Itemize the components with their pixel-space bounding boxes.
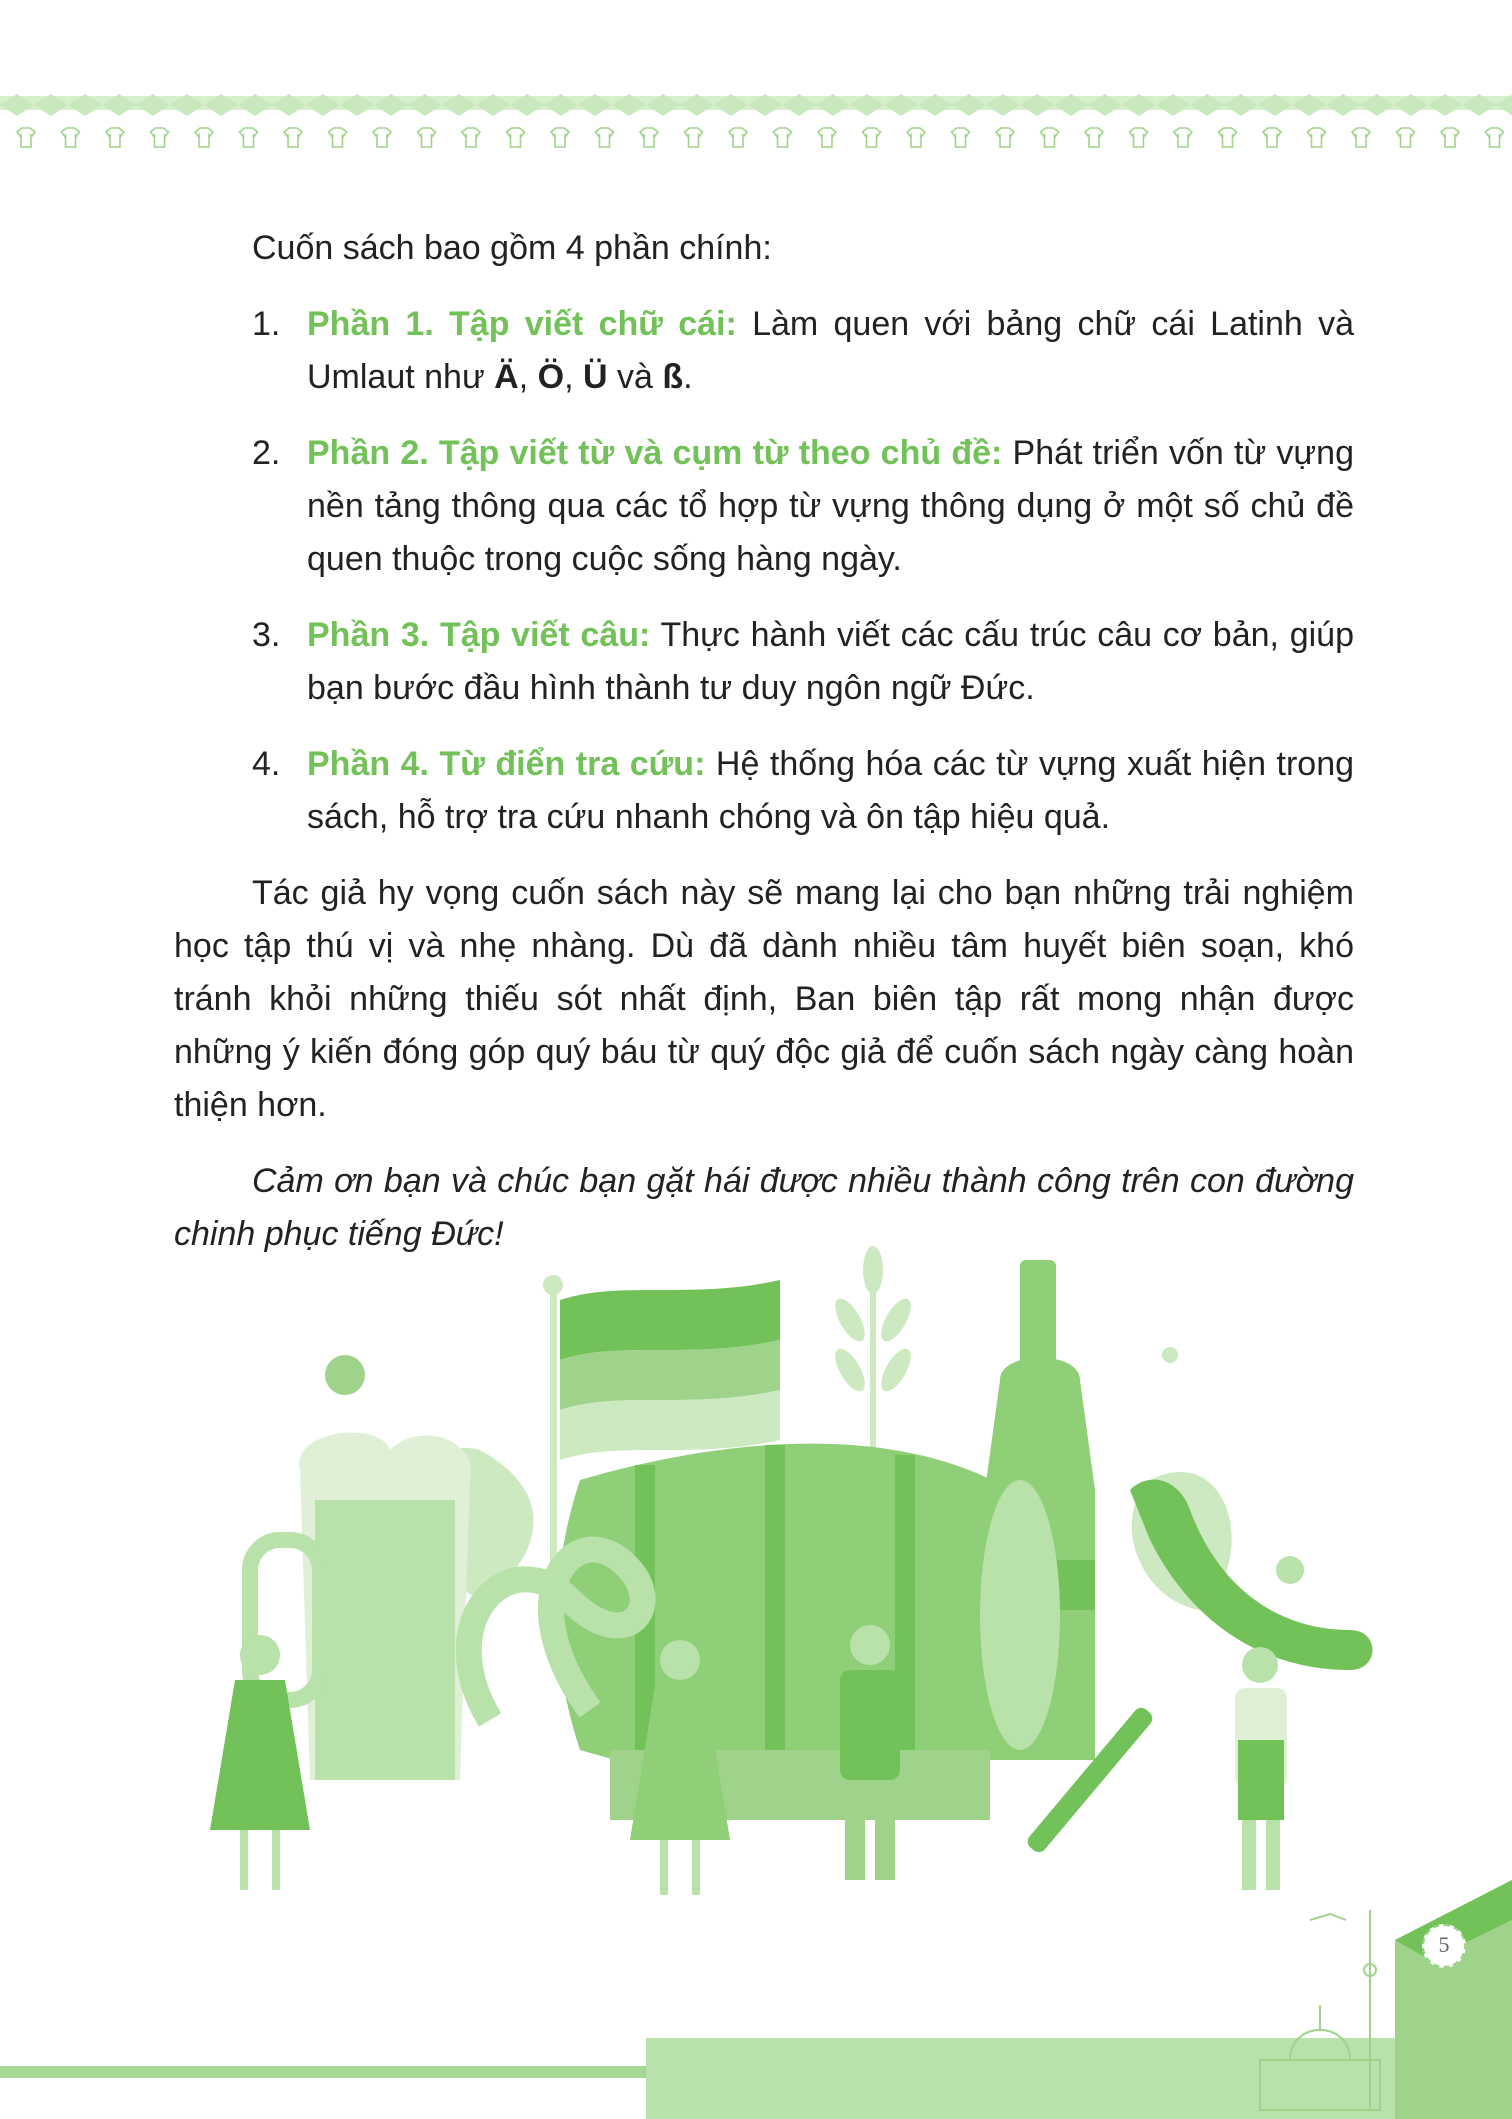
part-text: Thực hành viết các cấu trúc câu cơ bản, giúp bạn bước đầu hình thành tư duy ngôn ngữ Đức. xyxy=(307,616,1354,707)
intro-line: Cuốn sách bao gồm 4 phần chính: xyxy=(252,229,772,267)
shirt-icon xyxy=(62,128,80,147)
shirt-icon xyxy=(1130,128,1148,147)
list-item: 1. Phần 1. Tập viết chữ cái: Làm quen với bảng chữ cái Latinh và Umlaut như Ä, Ö, Ü và ß. xyxy=(174,298,1354,404)
shirt-icon xyxy=(729,128,747,147)
shirt-icon xyxy=(596,128,614,147)
shirt-icon xyxy=(685,128,703,147)
list-item xyxy=(174,609,1354,715)
shirt-icon xyxy=(1486,128,1504,147)
shirt-icon xyxy=(1397,128,1415,147)
page-number: 5 xyxy=(1422,1924,1466,1968)
shirt-icon xyxy=(106,128,124,147)
shirt-icon-row xyxy=(17,128,1504,147)
shirt-icon xyxy=(774,128,792,147)
top-decorative-border xyxy=(0,0,1512,170)
part-heading: Phần 4. Từ điển tra cứu: xyxy=(307,745,706,783)
part-text: Hệ thống hóa các từ vựng xuất hiện trong sách, hỗ trợ tra cứu nhanh chóng và ôn tập hiệu quả. xyxy=(307,745,1355,836)
person-man-right xyxy=(1235,1647,1287,1890)
closing-line: Cảm ơn bạn và chúc bạn gặt hái được nhiều thành công trên con đường chinh phục tiếng Đức! xyxy=(174,1162,1354,1253)
shirt-icon xyxy=(17,128,35,147)
shirt-icon xyxy=(1352,128,1370,147)
shirt-icon xyxy=(418,128,436,147)
shirt-icon xyxy=(551,128,569,147)
shirt-icon xyxy=(240,128,258,147)
decor-circle xyxy=(1162,1347,1178,1363)
part-text: Làm quen với bảng chữ cái Latinh và Umlaut như xyxy=(307,305,1354,396)
shirt-icon xyxy=(1174,128,1192,147)
oktoberfest-illustration xyxy=(150,1240,1380,1900)
body-paragraph: Tác giả hy vọng cuốn sách này sẽ mang lại cho bạn những trải nghiệm học tập thú vị và nhẹ nhàng. Dù đã dành nhiều tâm huyết biên soạn, khó tránh khỏi những thiếu sót nhất định, Ban biên tập rất mong nhận được những ý kiến đóng góp quý báu từ quý độc giả để cuốn sách ngày càng hoàn thiện hơn. xyxy=(174,874,1354,1124)
shirt-icon xyxy=(907,128,925,147)
part-heading: Phần 3. Tập viết câu: xyxy=(307,616,651,654)
part-heading: Phần 2. Tập viết từ và cụm từ theo chủ đề: xyxy=(307,434,1003,472)
skyline-icon xyxy=(1250,1880,1512,2119)
shirt-icon xyxy=(1441,128,1459,147)
list-number: 3. xyxy=(252,616,281,654)
list-number: 4. xyxy=(252,745,281,783)
shirt-icon xyxy=(373,128,391,147)
shirt-icon xyxy=(462,128,480,147)
umlaut-a: Ä xyxy=(494,358,519,396)
umlaut-o: Ö xyxy=(537,358,565,396)
person-waitress-left xyxy=(210,1635,310,1890)
part-heading: Phần 1. Tập viết chữ cái: xyxy=(307,305,737,343)
eszett: ß xyxy=(662,358,684,396)
shirt-icon xyxy=(818,128,836,147)
shirt-icon xyxy=(1219,128,1237,147)
shirt-icon xyxy=(863,128,881,147)
decor-circle xyxy=(1276,1556,1304,1584)
main-content xyxy=(174,222,1354,1261)
shirt-icon xyxy=(195,128,213,147)
shirt-icon xyxy=(507,128,525,147)
list-number: 2. xyxy=(252,434,281,472)
shirt-icon xyxy=(996,128,1014,147)
list-number: 1. xyxy=(252,305,281,343)
shirt-icon xyxy=(1263,128,1281,147)
shirt-icon xyxy=(1308,128,1326,147)
umlaut-u: Ü xyxy=(583,358,608,396)
part-text: Phát triển vốn từ vựng nền tảng thông qua các tổ hợp từ vựng thông dụng ở một số chủ đề quen thuộc trong cuộc sống hàng ngày. xyxy=(307,434,1355,578)
shirt-icon xyxy=(284,128,302,147)
shirt-icon xyxy=(329,128,347,147)
shirt-icon xyxy=(1085,128,1103,147)
footer-stripe xyxy=(0,2066,650,2078)
shirt-icon xyxy=(1041,128,1059,147)
shirt-icon xyxy=(151,128,169,147)
list-item xyxy=(174,738,1354,844)
list-item xyxy=(174,427,1354,586)
shirt-icon xyxy=(952,128,970,147)
decor-circle xyxy=(325,1355,365,1395)
parts-list xyxy=(174,298,1354,844)
shirt-icon xyxy=(640,128,658,147)
